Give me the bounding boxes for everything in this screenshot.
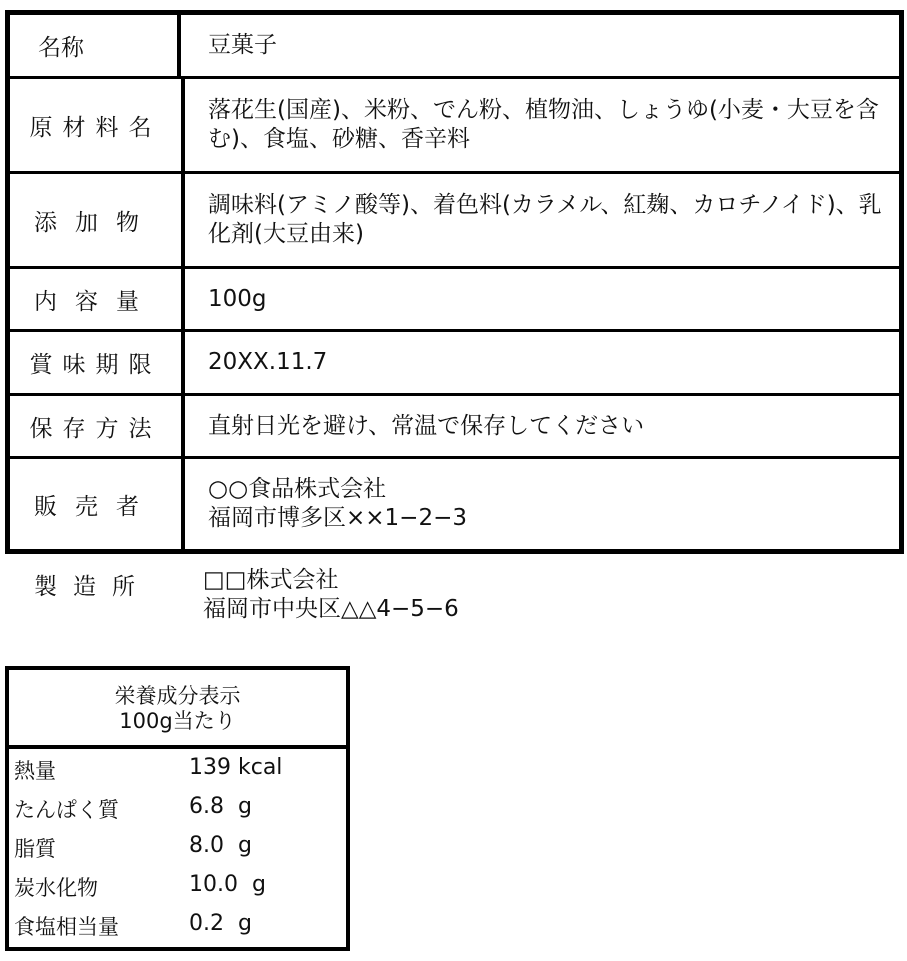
- row-name: [10, 15, 899, 79]
- row-ingredients: [10, 79, 899, 174]
- nutrition-row: [9, 905, 346, 944]
- nutrition-table: [5, 666, 350, 951]
- nutrient-name: 熱量: [14, 759, 56, 783]
- label-storage: 保存方法: [10, 396, 185, 456]
- value-storage: 直射日光を避け、常温で保存してください: [208, 412, 645, 439]
- row-storage: [10, 396, 899, 459]
- label-ingredients: 原材料名: [10, 79, 185, 171]
- nutrient-name: たんぱく質: [14, 798, 119, 822]
- value-quantity: 100g: [208, 285, 267, 312]
- label-seller: 販売者: [10, 459, 185, 549]
- value-name: 豆菓子: [208, 32, 277, 58]
- value-additives: 調味料(アミノ酸等)、着色料(カラメル、紅麹、カロチノイド)、乳化剤(大豆由来): [208, 192, 882, 247]
- seller-name: ○○食品株式会社: [208, 476, 387, 502]
- nutrition-row: [9, 749, 346, 788]
- label-quantity: 内容量: [10, 269, 185, 329]
- manufacturer-address: 福岡市中央区△△4−5−6: [203, 596, 459, 622]
- value-seller: [208, 459, 891, 549]
- manufacturer-label: 製造所: [34, 574, 151, 600]
- value-ingredients: 落花生(国産)、米粉、でん粉、植物油、しょうゆ(小麦・大豆を含む)、食塩、砂糖、香辛料: [208, 97, 879, 152]
- product-label-table: [5, 10, 904, 554]
- nutrition-row: [9, 788, 346, 827]
- nutrition-header: [9, 670, 346, 749]
- nutrient-name: 炭水化物: [14, 876, 98, 900]
- nutrition-title: 栄養成分表示: [114, 684, 241, 708]
- nutrient-value: 6.8 g: [189, 794, 252, 819]
- nutrient-value: 8.0 g: [189, 833, 252, 858]
- value-best-before: 20XX.11.7: [208, 349, 328, 375]
- nutrient-name: 食塩相当量: [14, 915, 119, 939]
- label-additives: 添加物: [10, 174, 185, 266]
- manufacturer-value: [203, 566, 459, 624]
- nutrition-subtitle: 100g当たり: [119, 709, 236, 733]
- row-additives: [10, 174, 899, 269]
- nutrient-name: 脂質: [14, 837, 56, 861]
- nutrient-value: 0.2 g: [189, 911, 252, 936]
- nutrient-value: 139 kcal: [189, 755, 283, 780]
- label-text: 名称: [38, 35, 84, 61]
- nutrient-value: 10.0 g: [189, 872, 266, 897]
- row-quantity: [10, 269, 899, 332]
- row-seller: [10, 459, 899, 549]
- nutrition-row: [9, 866, 346, 905]
- row-best-before: [10, 332, 899, 396]
- label-name: [10, 15, 181, 76]
- label-best-before: 賞味期限: [10, 332, 185, 393]
- seller-address: 福岡市博多区××1−2−3: [208, 505, 467, 531]
- manufacturer-name: □□株式会社: [203, 567, 339, 593]
- nutrition-row: [9, 827, 346, 866]
